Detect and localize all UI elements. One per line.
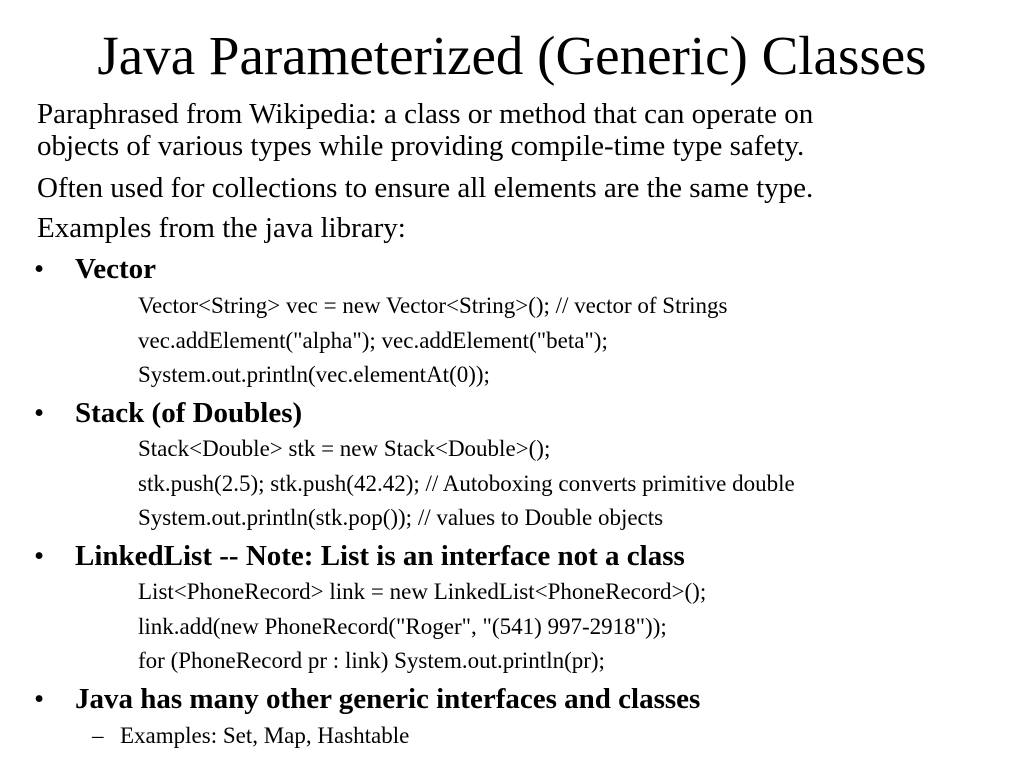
sub-bullet-examples-text: Examples: Set, Map, Hashtable (120, 723, 410, 748)
bullet-heading-linkedlist: LinkedList -- Note: List is an interface not a class (75, 540, 685, 572)
bullet-marker: • (34, 397, 45, 429)
bullet-stack (0, 395, 1024, 431)
code-line-vector-1: Vector<String> vec = new Vector<String>(); // vector of Strings (138, 293, 728, 318)
code-line-stack-3: System.out.println(stk.pop()); // values to Double objects (138, 505, 664, 530)
code-line-vector-3: System.out.println(vec.elementAt(0)); (138, 362, 490, 387)
intro-line-1: Paraphrased from Wikipedia: a class or method that can operate on (37, 98, 814, 130)
bullet-other-generics (0, 681, 1024, 717)
slide-title: Java Parameterized (Generic) Classes (97, 25, 927, 86)
bullet-linkedlist (0, 538, 1024, 574)
bullet-heading-vector: Vector (75, 253, 157, 285)
code-line-linkedlist-3: for (PhoneRecord pr : link) System.out.println(pr); (138, 648, 605, 673)
sub-bullet-examples (0, 721, 1024, 751)
code-line-stack-2: stk.push(2.5); stk.push(42.42); // Autoboxing converts primitive double (138, 471, 795, 496)
code-line-vector-2: vec.addElement("alpha"); vec.addElement("beta"); (138, 328, 608, 353)
bullet-heading-stack: Stack (of Doubles) (75, 397, 303, 429)
paragraph-examples-intro: Examples from the java library: (37, 212, 406, 244)
dash-marker: – (92, 723, 104, 748)
bullet-marker: • (34, 683, 45, 715)
code-line-linkedlist-1: List<PhoneRecord> link = new LinkedList<PhoneRecord>(); (138, 579, 707, 604)
bullet-heading-other-generics: Java has many other generic interfaces and classes (75, 683, 701, 715)
code-line-linkedlist-2: link.add(new PhoneRecord("Roger", "(541) 997-2918")); (138, 614, 667, 639)
code-line-stack-1: Stack<Double> stk = new Stack<Double>(); (138, 436, 551, 461)
intro-line-2: objects of various types while providing compile-time type safety. (37, 130, 805, 162)
paragraph-collections: Often used for collections to ensure all elements are the same type. (37, 172, 814, 204)
bullet-marker: • (34, 540, 45, 572)
bullet-marker: • (34, 253, 45, 285)
bullet-vector (0, 251, 1024, 287)
